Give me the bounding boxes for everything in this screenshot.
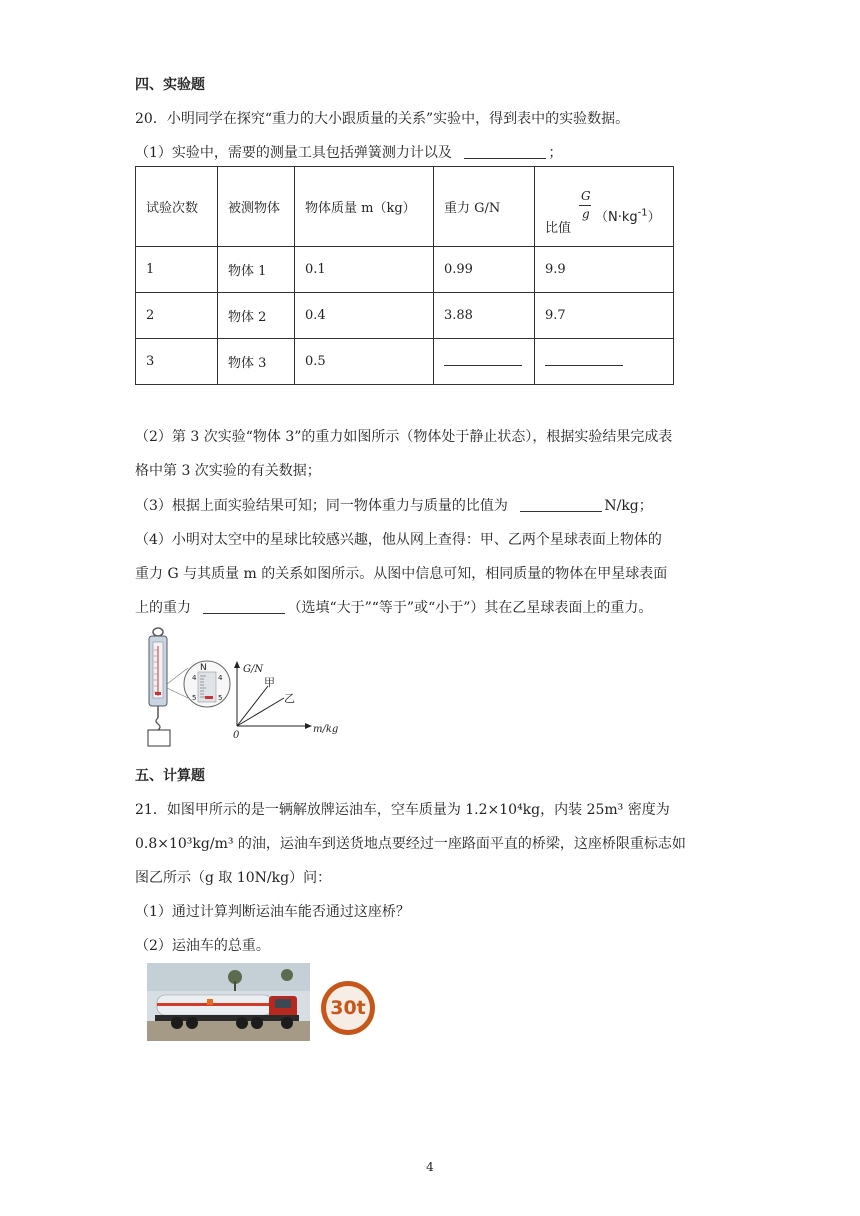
answer-blank[interactable]: [545, 353, 623, 366]
answer-blank[interactable]: [203, 599, 285, 614]
question-21-sub-1: （1）通过计算判断运油车能否通过这座桥？: [135, 904, 410, 920]
series-label-yi: 乙: [284, 692, 295, 705]
spring-scale-icon: [148, 628, 170, 746]
answer-blank[interactable]: [464, 144, 546, 159]
table-row: 1 物体 1 0.1 0.99 9.9: [136, 247, 674, 293]
question-20-part-4-line-3: 上的重力 （选填“大于”“等于”或“小于”）其在乙星球表面上的重力。: [135, 600, 653, 616]
question-20-part-4-line-1: （4）小明对太空中的星球比较感兴趣，他从网上查得：甲、乙两个星球表面上物体的: [135, 532, 662, 548]
scale-tick-5-right: 5: [218, 694, 223, 702]
table-cell-blank[interactable]: [434, 339, 535, 385]
page-number: 4: [426, 1160, 434, 1174]
question-21-line-3: 图乙所示（g 取 10N/kg）问：: [135, 870, 332, 886]
weight-limit-sign-icon: [321, 981, 375, 1035]
section-title-calculation: 五、计算题: [135, 768, 205, 784]
question-20-part-3: （3）根据上面实验结果可知；同一物体重力与质量的比值为 N/kg；: [135, 498, 653, 514]
table-header: 被测物体: [218, 167, 295, 247]
table-header: 物体质量 m（kg）: [295, 167, 434, 247]
graph-x-label: m/kg: [313, 724, 339, 735]
data-table: [135, 166, 674, 385]
section-title-experiment: 四、实验题: [135, 77, 205, 93]
table-header: 重力 G/N: [434, 167, 535, 247]
answer-blank[interactable]: [520, 497, 602, 512]
table-header: 试验次数: [136, 167, 218, 247]
table-row: 3 物体 3 0.5: [136, 339, 674, 385]
question-21-line-2: 0.8×10³kg/m³ 的油，运油车到送货地点要经过一座路面平直的桥梁，这座桥限重标志如: [135, 836, 686, 852]
experiment-figure: [140, 626, 350, 748]
question-20-part-4-line-2: 重力 G 与其质量 m 的关系如图所示。从图中信息可知，相同质量的物体在甲星球表面: [135, 566, 668, 582]
question-21-sub-2: （2）运油车的总重。: [135, 938, 270, 954]
oil-truck-photo: [147, 963, 310, 1041]
series-label-jia: 甲: [264, 676, 275, 689]
fraction-bar: [579, 205, 591, 206]
question-20-stem: 20．小明同学在探究“重力的大小跟质量的关系”实验中，得到表中的实验数据。: [135, 111, 630, 127]
table-header-ratio: 比值 G g $(N\cdot kg^{-1})$: [535, 167, 674, 247]
scale-tick-4: 4: [192, 674, 197, 682]
scale-tick-4-right: 4: [218, 674, 223, 682]
scale-magnifier: [184, 661, 230, 707]
scale-tick-5: 5: [192, 694, 197, 702]
question-20-part-2-line-2: 格中第 3 次实验的有关数据；: [135, 463, 321, 479]
series-line-jia: [237, 686, 268, 726]
scale-unit-label: N: [200, 663, 207, 673]
question-20-part-1: （1）实验中，需要的测量工具包括弹簧测力计以及 ；: [135, 145, 563, 161]
series-line-yi: [237, 698, 284, 726]
graph-y-label: G/N: [243, 664, 264, 675]
answer-blank[interactable]: [444, 353, 522, 366]
question-20-part-2-line-1: （2）第 3 次实验“物体 3”的重力如图所示（物体处于静止状态），根据实验结果完成表: [135, 429, 673, 445]
question-21-line-1: 21．如图甲所示的是一辆解放牌运油车，空车质量为 1.2×10⁴kg，内装 25m³ 密度为: [135, 802, 670, 818]
graph-origin-label: 0: [233, 730, 240, 741]
table-row: 2 物体 2 0.4 3.88 9.7: [136, 293, 674, 339]
weight-limit-value: 30t: [326, 986, 370, 1030]
table-cell-blank[interactable]: [535, 339, 674, 385]
